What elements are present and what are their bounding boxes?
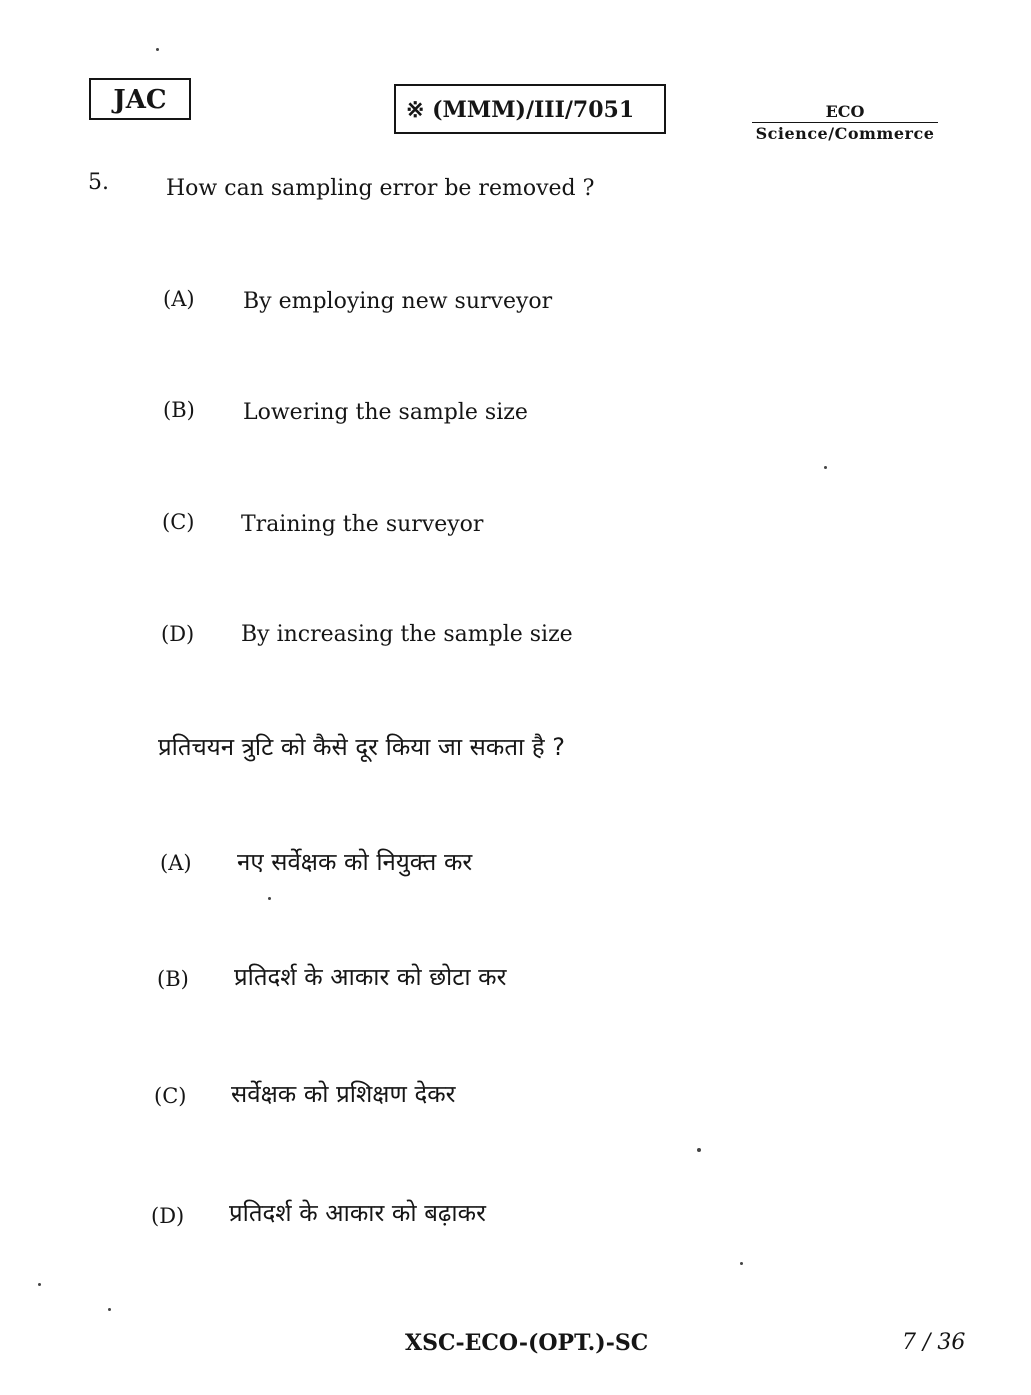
option-label-en-a: (A) [163, 287, 195, 311]
question-number: 5. [88, 170, 109, 195]
option-label-hi-b: (B) [157, 967, 189, 991]
scan-speck [824, 466, 827, 469]
option-label-en-b: (B) [163, 398, 195, 422]
question-text-hindi: प्रतिचयन त्रुटि को कैसे दूर किया जा सकता है ? [158, 733, 565, 761]
scan-speck [697, 1148, 701, 1152]
page-number: 7 / 36 [902, 1330, 966, 1355]
option-label-en-d: (D) [161, 622, 195, 646]
subject-block [750, 102, 940, 145]
footer-paper-code: XSC-ECO-(OPT.)-SC [405, 1330, 649, 1356]
subject-name: ECO [825, 102, 865, 121]
option-text-hi-a: नए सर्वेक्षक को नियुक्त कर [237, 848, 473, 876]
scan-speck [108, 1308, 111, 1311]
board-label: JAC [89, 78, 191, 120]
option-text-hi-d: प्रतिदर्श के आकार को बढ़ाकर [229, 1199, 486, 1227]
scan-speck [156, 48, 159, 51]
option-text-hi-b: प्रतिदर्श के आकार को छोटा कर [234, 963, 507, 991]
option-label-en-c: (C) [162, 510, 195, 534]
option-text-en-a: By employing new surveyor [243, 289, 553, 314]
option-text-en-b: Lowering the sample size [243, 400, 528, 425]
option-text-hi-c: सर्वेक्षक को प्रशिक्षण देकर [231, 1080, 456, 1108]
option-label-hi-a: (A) [160, 851, 192, 875]
question-text-english: How can sampling error be removed ? [166, 176, 595, 201]
paper-code: ※ (MMM)/III/7051 [394, 84, 666, 134]
stream-name: Science/Commerce [755, 124, 935, 143]
scan-speck [268, 897, 271, 900]
option-text-en-c: Training the surveyor [241, 512, 484, 537]
scan-speck [740, 1262, 743, 1265]
option-label-hi-c: (C) [154, 1084, 187, 1108]
option-label-hi-d: (D) [151, 1204, 185, 1228]
option-text-en-d: By increasing the sample size [241, 622, 573, 647]
scan-speck [38, 1283, 41, 1286]
